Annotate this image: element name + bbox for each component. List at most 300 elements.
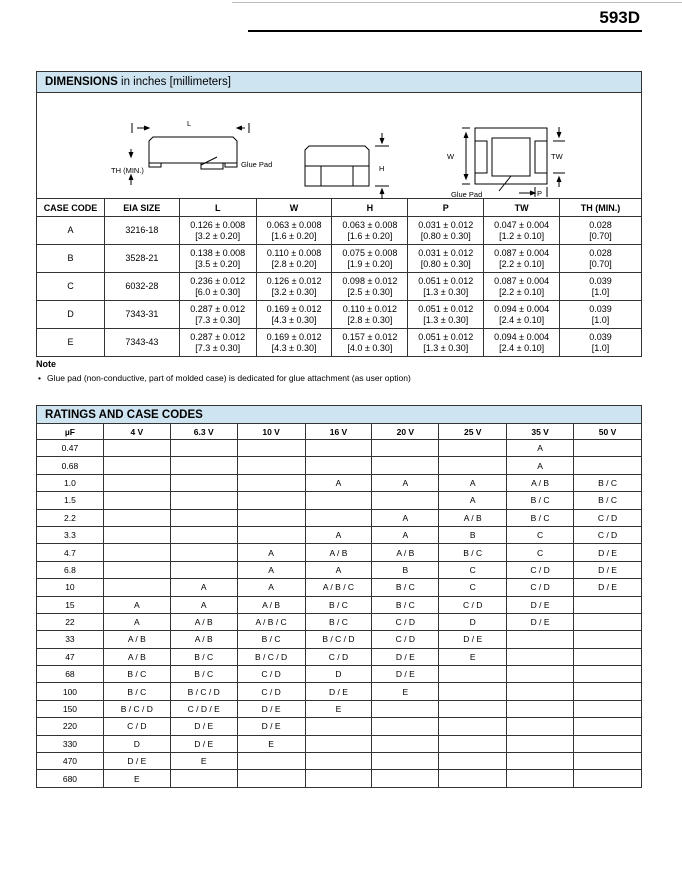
dimensions-title-units: in inches [millimeters] (117, 76, 231, 88)
value-mm: [1.0] (591, 286, 610, 297)
case-code-cell: D / E (170, 735, 237, 752)
capacitance-cell: 3.3 (37, 526, 104, 543)
dim-value-cell (408, 245, 484, 273)
rating-col-header: 16 V (305, 424, 372, 440)
value-inches: 0.287 ± 0.012 (190, 331, 246, 342)
capacitance-cell: 15 (37, 596, 104, 613)
case-code-cell (372, 718, 439, 735)
case-code-cell (574, 735, 642, 752)
label-p: P (537, 189, 543, 198)
case-code-cell: A (507, 457, 574, 474)
value-mm: [4.3 ± 0.30] (271, 314, 317, 325)
case-code-cell: B (439, 526, 507, 543)
label-tw: TW (551, 152, 563, 161)
case-code-cell (103, 509, 170, 526)
value-inches: 0.094 ± 0.004 (494, 303, 550, 314)
case-code-cell (439, 718, 507, 735)
capacitance-cell: 1.5 (37, 492, 104, 509)
case-code-cell (237, 509, 305, 526)
dim-value-cell (408, 301, 484, 329)
rating-row (37, 735, 642, 752)
case-code-cell: C / D (507, 561, 574, 578)
case-code-cell: E (372, 683, 439, 700)
case-code-cell (574, 648, 642, 665)
case-code-cell: C / D (237, 666, 305, 683)
value-inches: 0.126 ± 0.008 (190, 219, 246, 230)
case-code-cell: A (372, 474, 439, 491)
capacitance-cell: 1.0 (37, 474, 104, 491)
case-code-cell: A / B (372, 544, 439, 561)
case-code-cell: C / D (103, 718, 170, 735)
dim-value-cell (332, 329, 408, 357)
case-code-cell: D (103, 735, 170, 752)
case-code-cell (305, 753, 372, 770)
case-code-cell: A / B (305, 544, 372, 561)
rating-row (37, 700, 642, 717)
case-code-cell: E (103, 770, 170, 787)
label-h: H (379, 164, 385, 173)
case-code-cell: E (305, 700, 372, 717)
case-code-cell (305, 457, 372, 474)
case-code-cell: A (305, 526, 372, 543)
case-code-cell (574, 718, 642, 735)
value-mm: [2.2 ± 0.10] (499, 258, 545, 269)
capacitance-cell: 4.7 (37, 544, 104, 561)
case-code-cell: C (439, 579, 507, 596)
case-code-cell: A (237, 561, 305, 578)
dim-value-cell (332, 245, 408, 273)
dim-table-row (37, 217, 642, 245)
case-code-cell (439, 666, 507, 683)
value-inches: 0.031 ± 0.012 (418, 219, 474, 230)
case-code-cell: B / C (372, 596, 439, 613)
case-code-cell (103, 544, 170, 561)
dim-value-cell (484, 301, 560, 329)
case-code-cell (170, 770, 237, 787)
case-code-cell: E (170, 753, 237, 770)
case-code-cell (170, 457, 237, 474)
case-code-cell: B (372, 561, 439, 578)
dim-value-cell (484, 329, 560, 357)
case-code-cell: B / C (372, 579, 439, 596)
rating-col-header: µF (37, 424, 104, 440)
rating-col-header: 10 V (237, 424, 305, 440)
dim-value-cell (560, 301, 642, 329)
case-code-cell: A (237, 544, 305, 561)
end-view (305, 133, 389, 199)
value-mm: [2.4 ± 0.10] (499, 342, 545, 353)
case-code-cell: B / C (507, 492, 574, 509)
capacitance-cell: 10 (37, 579, 104, 596)
case-code-cell (507, 753, 574, 770)
capacitance-cell: 150 (37, 700, 104, 717)
case-code-cell (574, 683, 642, 700)
dim-col-header: W (256, 199, 332, 217)
case-code-cell (305, 718, 372, 735)
value-mm: [3.2 ± 0.20] (195, 230, 241, 241)
capacitance-cell: 33 (37, 631, 104, 648)
case-code-cell (507, 683, 574, 700)
dimensions-title (36, 71, 642, 92)
capacitance-cell: 0.68 (37, 457, 104, 474)
case-code-cell (103, 440, 170, 457)
capacitance-cell: 22 (37, 613, 104, 630)
case-code-cell (237, 457, 305, 474)
case-code-cell (237, 753, 305, 770)
case-code-cell (372, 735, 439, 752)
dim-value-cell (560, 273, 642, 301)
side-view (129, 123, 249, 185)
bottom-view (462, 127, 565, 197)
case-code-cell (170, 526, 237, 543)
case-code-cell: A (103, 596, 170, 613)
case-code-cell (305, 440, 372, 457)
case-code-cell: D (439, 613, 507, 630)
value-inches: 0.287 ± 0.012 (190, 303, 246, 314)
dim-col-header: L (179, 199, 256, 217)
value-inches: 0.236 ± 0.012 (190, 275, 246, 286)
capacitance-cell: 330 (37, 735, 104, 752)
rating-row (37, 718, 642, 735)
rating-row (37, 474, 642, 491)
value-inches: 0.051 ± 0.012 (418, 331, 474, 342)
case-code-cell (507, 666, 574, 683)
case-code-cell: B (37, 245, 105, 273)
value-mm: [1.3 ± 0.30] (423, 342, 469, 353)
value-mm: [0.70] (589, 230, 612, 241)
case-code-cell (574, 753, 642, 770)
rating-row (37, 683, 642, 700)
value-inches: 0.075 ± 0.008 (342, 247, 398, 258)
rating-row (37, 596, 642, 613)
case-code-cell: A / B (170, 613, 237, 630)
value-mm: [2.8 ± 0.30] (347, 314, 393, 325)
case-code-cell (372, 492, 439, 509)
dim-value-cell (560, 217, 642, 245)
case-code-cell (574, 596, 642, 613)
case-code-cell: C (507, 544, 574, 561)
case-code-cell: A / B (170, 631, 237, 648)
value-inches: 0.087 ± 0.004 (494, 247, 550, 258)
case-code-cell: A (439, 474, 507, 491)
case-code-cell: A / B (507, 474, 574, 491)
case-code-cell: D / E (170, 718, 237, 735)
dim-value-cell (484, 217, 560, 245)
case-code-cell (103, 579, 170, 596)
case-code-cell (439, 440, 507, 457)
rating-row (37, 579, 642, 596)
case-code-cell: D / E (574, 579, 642, 596)
case-code-cell (574, 440, 642, 457)
case-code-cell: A (305, 561, 372, 578)
dim-col-header: EIA SIZE (104, 199, 179, 217)
dimensions-table (36, 198, 642, 357)
value-inches: 0.039 (589, 331, 612, 342)
case-code-cell: C / D (574, 526, 642, 543)
case-code-cell: E (37, 329, 105, 357)
case-code-cell: B / C / D (305, 631, 372, 648)
case-code-cell (305, 735, 372, 752)
ratings-title: RATINGS AND CASE CODES (36, 405, 642, 423)
case-code-cell (237, 526, 305, 543)
dimension-drawing (36, 92, 642, 198)
dim-value-cell (179, 273, 256, 301)
rating-row (37, 648, 642, 665)
case-code-cell (507, 718, 574, 735)
value-inches: 0.063 ± 0.008 (266, 219, 322, 230)
rating-row (37, 613, 642, 630)
value-inches: 0.110 ± 0.008 (266, 247, 322, 258)
capacitance-cell: 220 (37, 718, 104, 735)
label-glue-pad-2: Glue Pad (451, 190, 483, 199)
case-code-cell: B / C (305, 613, 372, 630)
value-inches: 0.094 ± 0.004 (494, 331, 550, 342)
case-code-cell (574, 770, 642, 787)
case-code-cell: D / E (103, 753, 170, 770)
case-code-cell (103, 457, 170, 474)
capacitance-cell: 6.8 (37, 561, 104, 578)
case-code-cell (103, 561, 170, 578)
rating-col-header: 50 V (574, 424, 642, 440)
value-inches: 0.028 (589, 247, 612, 258)
note-title: Note (36, 359, 56, 369)
ratings-table (36, 423, 642, 788)
eia-size-cell: 7343-31 (104, 301, 179, 329)
case-code-cell (439, 770, 507, 787)
case-code-cell: E (237, 735, 305, 752)
dim-value-cell (408, 217, 484, 245)
value-mm: [0.70] (589, 258, 612, 269)
case-code-cell (305, 492, 372, 509)
rating-col-header: 6.3 V (170, 424, 237, 440)
case-code-cell (574, 666, 642, 683)
case-code-cell (170, 561, 237, 578)
top-rule-thick (248, 30, 642, 32)
case-code-cell (507, 700, 574, 717)
case-code-cell: A (305, 474, 372, 491)
dim-value-cell (179, 329, 256, 357)
case-code-cell (237, 440, 305, 457)
rating-row (37, 770, 642, 787)
case-code-cell: A / B (103, 631, 170, 648)
case-code-cell (170, 474, 237, 491)
case-code-cell (507, 735, 574, 752)
case-code-cell: B / C (103, 666, 170, 683)
case-code-cell: B / C (305, 596, 372, 613)
case-code-cell: C (439, 561, 507, 578)
value-mm: [2.5 ± 0.30] (347, 286, 393, 297)
rating-col-header: 20 V (372, 424, 439, 440)
case-code-cell: A (372, 509, 439, 526)
eia-size-cell: 3216-18 (104, 217, 179, 245)
case-code-cell: C / D (237, 683, 305, 700)
dim-table-row (37, 245, 642, 273)
case-code-cell (237, 492, 305, 509)
capacitance-cell: 2.2 (37, 509, 104, 526)
dim-table-row (37, 301, 642, 329)
case-code-cell: A (103, 613, 170, 630)
part-number: 593D (599, 8, 640, 27)
rating-row (37, 544, 642, 561)
dim-value-cell (256, 329, 332, 357)
case-code-cell: B / C (574, 474, 642, 491)
value-mm: [2.2 ± 0.10] (499, 286, 545, 297)
case-code-cell: D / E (237, 718, 305, 735)
value-inches: 0.039 (589, 303, 612, 314)
capacitance-cell: 47 (37, 648, 104, 665)
case-code-cell (170, 544, 237, 561)
label-glue-pad-1: Glue Pad (241, 160, 273, 169)
value-inches: 0.031 ± 0.012 (418, 247, 474, 258)
dim-value-cell (179, 245, 256, 273)
value-inches: 0.138 ± 0.008 (190, 247, 246, 258)
case-code-cell (170, 492, 237, 509)
case-code-cell: C / D (507, 579, 574, 596)
dim-value-cell (408, 273, 484, 301)
label-w: W (447, 152, 455, 161)
rating-row (37, 492, 642, 509)
note-bullet: • (38, 373, 41, 383)
case-code-cell (439, 735, 507, 752)
case-code-cell (103, 474, 170, 491)
value-mm: [1.6 ± 0.20] (347, 230, 393, 241)
value-mm: [1.0] (591, 342, 610, 353)
eia-size-cell: 6032-28 (104, 273, 179, 301)
dim-value-cell (484, 245, 560, 273)
value-mm: [0.80 ± 0.30] (420, 230, 471, 241)
capacitance-cell: 680 (37, 770, 104, 787)
dim-value-cell (332, 301, 408, 329)
value-mm: [1.2 ± 0.10] (499, 230, 545, 241)
dim-value-cell (256, 217, 332, 245)
case-code-cell (507, 648, 574, 665)
case-code-cell: C / D (574, 509, 642, 526)
value-inches: 0.039 (589, 275, 612, 286)
value-inches: 0.157 ± 0.012 (342, 331, 398, 342)
ratings-section (36, 405, 642, 788)
value-inches: 0.051 ± 0.012 (418, 303, 474, 314)
case-code-cell: B / C / D (237, 648, 305, 665)
case-code-cell: D / E (237, 700, 305, 717)
dim-value-cell (179, 301, 256, 329)
case-code-cell: B / C / D (103, 700, 170, 717)
case-code-cell: A / B / C (305, 579, 372, 596)
case-code-cell (574, 631, 642, 648)
case-code-cell: A (170, 579, 237, 596)
dim-col-header: CASE CODE (37, 199, 105, 217)
dimensions-title-bold: DIMENSIONS (45, 76, 118, 88)
case-code-cell: C / D (372, 631, 439, 648)
case-code-cell (507, 631, 574, 648)
dim-value-cell (332, 273, 408, 301)
value-inches: 0.098 ± 0.012 (342, 275, 398, 286)
value-mm: [1.0] (591, 314, 610, 325)
case-code-cell: D (305, 666, 372, 683)
dim-col-header: TW (484, 199, 560, 217)
case-code-cell: A (507, 440, 574, 457)
case-code-cell: A / B (237, 596, 305, 613)
dim-col-header: H (332, 199, 408, 217)
case-code-cell (507, 770, 574, 787)
top-rule-thin (232, 2, 682, 3)
rating-row (37, 440, 642, 457)
dim-value-cell (484, 273, 560, 301)
case-code-cell: C / D (372, 613, 439, 630)
case-code-cell: A / B / C (237, 613, 305, 630)
case-code-cell: D / E (439, 631, 507, 648)
case-code-cell: B / C (507, 509, 574, 526)
rating-col-header: 35 V (507, 424, 574, 440)
case-code-cell (103, 492, 170, 509)
value-mm: [1.9 ± 0.20] (347, 258, 393, 269)
case-code-cell (439, 683, 507, 700)
value-mm: [0.80 ± 0.30] (420, 258, 471, 269)
rating-col-header: 25 V (439, 424, 507, 440)
case-code-cell (305, 770, 372, 787)
case-code-cell: D / E (372, 666, 439, 683)
case-code-cell (103, 526, 170, 543)
rating-row (37, 561, 642, 578)
case-code-cell (372, 770, 439, 787)
case-code-cell (574, 700, 642, 717)
case-code-cell: D (37, 301, 105, 329)
case-code-cell: D / E (372, 648, 439, 665)
case-code-cell: E (439, 648, 507, 665)
case-code-cell: A (170, 596, 237, 613)
dim-table-row (37, 329, 642, 357)
rating-row (37, 526, 642, 543)
case-code-cell (439, 753, 507, 770)
label-th-min: TH (MIN.) (111, 166, 144, 175)
dim-col-header: P (408, 199, 484, 217)
value-mm: [2.8 ± 0.20] (271, 258, 317, 269)
case-code-cell: B / C (439, 544, 507, 561)
case-code-cell: D / E (507, 596, 574, 613)
eia-size-cell: 3528-21 (104, 245, 179, 273)
capacitance-cell: 68 (37, 666, 104, 683)
dim-value-cell (560, 329, 642, 357)
case-code-cell: C (37, 273, 105, 301)
case-code-cell: C / D (305, 648, 372, 665)
case-code-cell: B / C (574, 492, 642, 509)
dim-value-cell (256, 273, 332, 301)
value-mm: [1.3 ± 0.30] (423, 286, 469, 297)
case-code-cell: A (37, 217, 105, 245)
case-code-cell: D / E (507, 613, 574, 630)
value-inches: 0.169 ± 0.012 (266, 331, 322, 342)
value-inches: 0.169 ± 0.012 (266, 303, 322, 314)
rating-row (37, 666, 642, 683)
note-body: Glue pad (non-conductive, part of molded case) is dedicated for glue attachment (as user option) (46, 373, 411, 383)
rating-row (37, 631, 642, 648)
case-code-cell: B / C (237, 631, 305, 648)
dim-value-cell (256, 301, 332, 329)
case-code-cell (439, 700, 507, 717)
dim-col-header: TH (MIN.) (560, 199, 642, 217)
label-l: L (187, 119, 192, 128)
case-code-cell: D / E (574, 561, 642, 578)
dim-value-cell (256, 245, 332, 273)
value-inches: 0.028 (589, 219, 612, 230)
value-mm: [4.0 ± 0.30] (347, 342, 393, 353)
dimension-drawing-svg (37, 93, 643, 199)
rating-row (37, 753, 642, 770)
case-code-cell: A (237, 579, 305, 596)
rating-row (37, 509, 642, 526)
value-mm: [7.3 ± 0.30] (195, 314, 241, 325)
dim-value-cell (332, 217, 408, 245)
case-code-cell (372, 700, 439, 717)
